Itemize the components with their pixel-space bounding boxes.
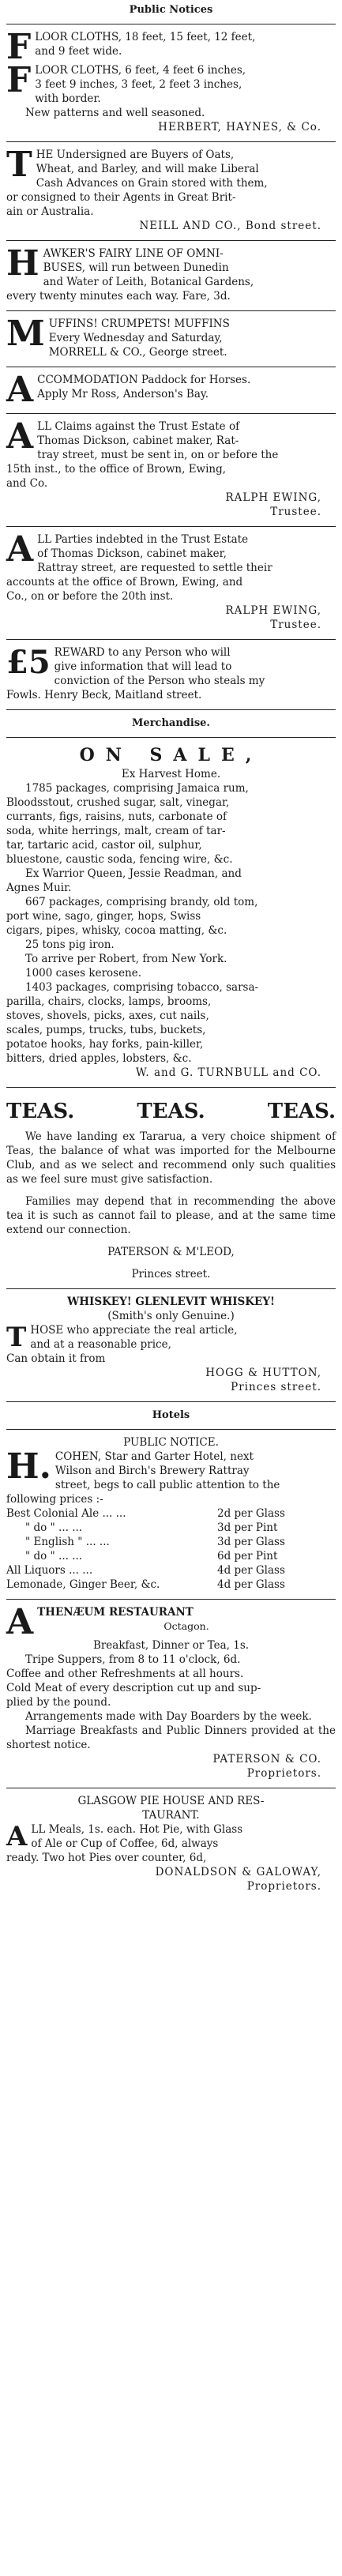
ad-line: Breakfast, Dinner or Tea, 1s. <box>92 1639 250 1652</box>
price-item: Lemonade, Ginger Beer, &c. <box>6 1578 160 1591</box>
drop-cap: T <box>6 1322 27 1353</box>
ad-line: New patterns and well seasoned. <box>25 107 205 119</box>
ad-line: Cold Meat of every description cut up and sup- <box>6 1682 261 1694</box>
ad-floor-cloths <box>6 28 336 138</box>
advertiser-signature: DONALDSON & GALOWAY, <box>155 1866 321 1878</box>
ad-line: cigars, pipes, whisky, cocoa matting, &c. <box>6 924 227 937</box>
price-row <box>6 1549 336 1563</box>
price-item: All Liquors ... ... <box>6 1564 93 1577</box>
ad-public-notice <box>6 1433 336 1596</box>
price-value: 2d per Glass <box>217 1507 285 1520</box>
teas-word: TEAS. <box>267 1100 336 1123</box>
divider <box>6 639 336 640</box>
ad-line: currants, figs, raisins, nuts, carbonate of <box>6 810 227 823</box>
price-item: " English " ... ... <box>25 1536 110 1548</box>
section-header-hotels: Hotels <box>152 1409 190 1421</box>
ad-subtitle: (Smith's only Genuine.) <box>107 1310 235 1322</box>
advertiser-title: Proprietors. <box>246 1767 321 1780</box>
price-value: 4d per Glass <box>217 1578 285 1591</box>
ad-line: Thomas Dickson, cabinet maker, Rat- <box>37 434 239 447</box>
ad-parties-indebted <box>6 530 336 636</box>
price-item: " do " ... ... <box>25 1521 83 1534</box>
ad-line: Wilson and Birch's Brewery Rattray <box>54 1465 250 1477</box>
ad-line: LOOR CLOTHS, 6 feet, 4 feet 6 inches, <box>35 64 246 77</box>
ad-athenaeum-restaurant <box>6 1603 336 1784</box>
divider <box>6 141 336 142</box>
ad-line: MORRELL & CO., George street. <box>48 346 227 359</box>
ad-line: accounts at the office of Brown, Ewing, and <box>6 576 243 589</box>
ad-title: WHISKEY! GLENLEVIT WHISKEY! <box>67 1296 275 1308</box>
price-value: 4d per Glass <box>217 1564 285 1577</box>
ad-line: 25 tons pig iron. <box>25 938 115 951</box>
ad-line: of Thomas Dickson, cabinet maker, <box>37 547 227 560</box>
ad-line: Bloodsstout, crushed sugar, salt, vinegar, <box>6 796 230 809</box>
ad-line: COHEN, Star and Garter Hotel, next <box>54 1450 254 1463</box>
teas-word: TEAS. <box>137 1100 205 1123</box>
drop-cap: H <box>6 243 39 284</box>
ad-title: TAURANT. <box>142 1809 200 1822</box>
ad-line: ready. Two hot Pies over counter, 6d, <box>6 1852 207 1864</box>
ad-on-sale <box>6 741 336 1084</box>
ad-line: scales, pumps, trucks, tubs, buckets, <box>6 1024 206 1036</box>
advertiser-signature: PATERSON & CO. <box>212 1753 321 1766</box>
ad-line: LL Parties indebted in the Trust Estate <box>37 533 249 546</box>
ad-line: To arrive per Robert, from New York. <box>25 953 227 965</box>
drop-cap: F <box>6 60 32 100</box>
ad-line: 3 feet 9 inches, 3 feet, 2 feet 3 inches, <box>35 78 242 91</box>
ad-line: 1000 cases kerosene. <box>25 967 142 980</box>
teas-word: TEAS. <box>6 1100 75 1123</box>
drop-cap: A <box>6 1602 34 1642</box>
ad-line: REWARD to any Person who will <box>54 646 231 659</box>
ad-line: Arrangements made with Day Boarders by the week. <box>25 1710 312 1723</box>
ad-line: bitters, dried apples, lobsters, &c. <box>6 1052 192 1065</box>
divider <box>6 1429 336 1430</box>
ad-grain-buyers <box>6 145 336 237</box>
reward-amount: £5 <box>6 644 51 681</box>
ad-line: potatoe hooks, hay forks, pain-killer, <box>6 1038 204 1051</box>
section-header-public-notices: Public Notices <box>129 4 213 16</box>
ad-omnibuses <box>6 244 336 307</box>
ad-title: PUBLIC NOTICE. <box>123 1436 219 1449</box>
ad-line: stoves, shovels, picks, axes, cut nails, <box>6 1010 209 1022</box>
advertiser-title: Proprietors. <box>246 1880 321 1893</box>
advertiser-title: Trustee. <box>270 506 321 518</box>
ad-line: HOSE who appreciate the real article, <box>30 1324 238 1337</box>
advertiser-signature: PATERSON & M'LEOD, <box>107 1246 235 1258</box>
advertiser-signature: RALPH EWING, <box>225 491 321 504</box>
ad-line: port wine, sago, ginger, hops, Swiss <box>6 910 201 923</box>
ad-line: LL Claims against the Trust Estate of <box>37 420 240 433</box>
ad-line: CCOMMODATION Paddock for Horses. <box>37 374 251 386</box>
price-row <box>6 1521 336 1535</box>
ad-paddock <box>6 370 336 410</box>
ad-line: LOOR CLOTHS, 18 feet, 15 feet, 12 feet, <box>35 31 256 43</box>
ad-line: tray street, must be sent in, on or before the <box>37 449 279 461</box>
ad-line: and 9 feet wide. <box>35 45 122 58</box>
ad-line: Tripe Suppers, from 8 to 11 o'clock, 6d. <box>25 1653 241 1666</box>
price-value: 3d per Pint <box>217 1521 278 1534</box>
drop-cap: A <box>6 416 34 457</box>
ad-line: UFFINS! CRUMPETS! MUFFINS <box>48 318 230 330</box>
advertiser-signature: HERBERT, HAYNES, & Co. <box>158 121 321 134</box>
divider <box>6 413 336 414</box>
price-row <box>6 1506 336 1521</box>
price-item: Best Colonial Ale ... ... <box>6 1507 126 1520</box>
ad-line: Marriage Breakfasts and Public Dinners provided at the shortest notice. <box>6 1724 336 1751</box>
ad-line: BUSES, will run between Dunedin <box>43 261 229 274</box>
price-row <box>6 1578 336 1592</box>
ad-line: soda, white herrings, malt, cream of tar- <box>6 825 226 837</box>
ad-line: Fowls. Henry Beck, Maitland street. <box>6 689 202 701</box>
divider <box>6 1288 336 1289</box>
advertiser-signature: W. and G. TURNBULL and CO. <box>135 1066 321 1079</box>
ad-title: GLASGOW PIE HOUSE AND RES- <box>77 1795 265 1807</box>
ad-line: or consigned to their Agents in Great Brit- <box>6 191 236 204</box>
ad-line: Co., on or before the 20th inst. <box>6 590 174 603</box>
ad-line: tar, tartaric acid, castor oil, sulphur, <box>6 839 202 852</box>
advertiser-address: Princes street. <box>131 1268 211 1280</box>
price-row <box>6 1563 336 1578</box>
price-list <box>6 1506 336 1592</box>
ad-glasgow-pie-house <box>6 1792 336 1897</box>
ad-line: Ex Warrior Queen, Jessie Readman, and <box>25 867 242 880</box>
ad-line: AWKER'S FAIRY LINE OF OMNI- <box>43 247 224 260</box>
ad-line: ain or Australia. <box>6 205 94 218</box>
section-header-merchandise: Merchandise. <box>132 717 210 729</box>
divider <box>6 737 336 738</box>
price-row <box>6 1535 336 1549</box>
ad-muffins <box>6 314 336 363</box>
divider <box>6 1599 336 1600</box>
ad-line: Agnes Muir. <box>6 882 72 894</box>
drop-cap: A <box>6 370 34 410</box>
ad-claims <box>6 417 336 523</box>
advertiser-signature: NEILL AND CO., Bond street. <box>139 220 321 232</box>
drop-cap: A <box>6 529 34 570</box>
divider <box>6 240 336 241</box>
advertiser-signature: HOGG & HUTTON, <box>205 1367 321 1379</box>
drop-cap: F <box>6 27 32 67</box>
ad-line: bluestone, caustic soda, fencing wire, &c. <box>6 853 233 866</box>
ad-line: Wheat, and Barley, and will make Liberal <box>36 163 259 175</box>
ad-line: and Water of Leith, Botanical Gardens, <box>43 276 254 288</box>
ad-line: HE Undersigned are Buyers of Oats, <box>36 149 235 161</box>
ad-subtitle: Octagon. <box>163 1620 209 1632</box>
ad-line: every twenty minutes each way. Fare, 3d. <box>6 290 231 303</box>
drop-cap: T <box>6 145 32 185</box>
ad-line: Apply Mr Ross, Anderson's Bay. <box>37 388 209 401</box>
ad-paragraph: We have landing ex Tararua, a very choice shipment of Teas, the balance of what was imported for the Melbourne Club, and as we select and recommend only such qualities as we feel sure must give satisfaction. <box>6 1130 336 1186</box>
divider <box>6 1087 336 1088</box>
ad-line: plied by the pound. <box>6 1696 111 1709</box>
ad-subtitle: Ex Harvest Home. <box>121 768 221 780</box>
ad-line: and at a reasonable price, <box>30 1338 171 1351</box>
ad-reward <box>6 643 336 706</box>
teas-heading <box>6 1098 336 1125</box>
ad-line: 1403 packages, comprising tobacco, sarsa- <box>25 981 259 994</box>
divider <box>6 526 336 527</box>
ad-line: 667 packages, comprising brandy, old tom, <box>25 896 258 908</box>
ad-line: 15th inst., to the office of Brown, Ewing, <box>6 463 227 476</box>
ad-line: conviction of the Person who steals my <box>54 675 265 687</box>
ad-line: Every Wednesday and Saturday, <box>48 332 223 344</box>
drop-cap: A <box>6 1821 28 1852</box>
ad-line: parilla, chairs, clocks, lamps, brooms, <box>6 995 212 1008</box>
ad-line: following prices :- <box>6 1493 103 1506</box>
ad-line: and Co. <box>6 477 48 490</box>
ad-line: with border. <box>35 92 101 105</box>
ad-line: Coffee and other Refreshments at all hours. <box>6 1668 244 1680</box>
ad-title: ON SALE, <box>79 745 263 765</box>
price-item: " do " ... ... <box>25 1550 83 1563</box>
advertiser-signature: RALPH EWING, <box>225 604 321 617</box>
divider <box>6 310 336 311</box>
ad-line: give information that will lead to <box>54 660 232 673</box>
ad-line: LL Meals, 1s. each. Hot Pie, with Glass <box>31 1823 243 1836</box>
drop-cap: M <box>6 314 45 354</box>
ad-line: Cash Advances on Grain stored with them, <box>36 177 268 190</box>
ad-title: THENÆUM RESTAURANT <box>37 1606 194 1619</box>
ad-paragraph: Families may depend that in recommending the above tea it is such as cannot fail to please, and at the same time extend our connection. <box>6 1195 336 1236</box>
ad-whiskey <box>6 1292 336 1398</box>
advertiser-address: Princes street. <box>231 1381 321 1393</box>
ad-line: 1785 packages, comprising Jamaica rum, <box>25 782 249 795</box>
price-value: 6d per Pint <box>217 1550 278 1563</box>
ad-line: street, begs to call public attention to the <box>54 1479 280 1491</box>
advertiser-title: Trustee. <box>270 619 321 631</box>
divider <box>6 1401 336 1402</box>
divider <box>6 709 336 710</box>
ad-line: Rattray street, are requested to settle their <box>37 562 272 574</box>
drop-cap: H. <box>6 1446 51 1487</box>
ad-line: of Ale or Cup of Coffee, 6d, always <box>31 1837 219 1850</box>
ad-teas <box>6 1091 336 1285</box>
price-value: 3d per Glass <box>217 1536 285 1548</box>
ad-line: Can obtain it from <box>6 1352 106 1365</box>
